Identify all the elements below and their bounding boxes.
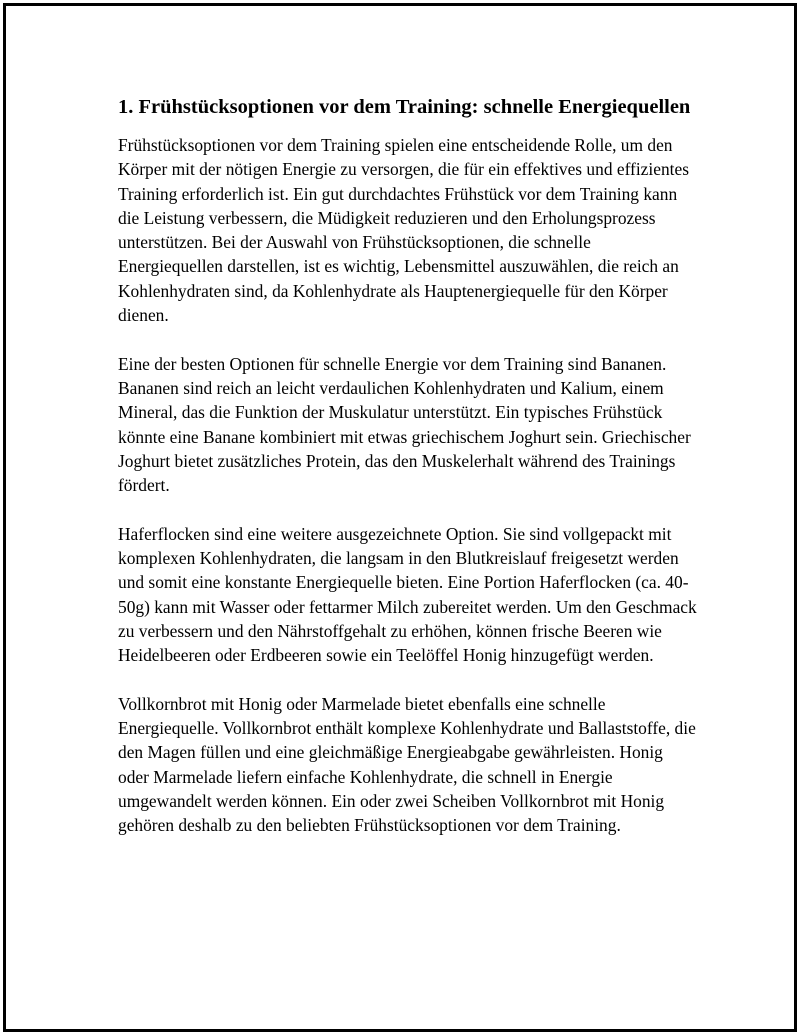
paragraph-vollkornbrot: Vollkornbrot mit Honig oder Marmelade bietet ebenfalls eine schnelle Energiequelle. Vollkornbrot enthält komplexe Kohlenhydrate und Ballaststoffe, die den Magen füllen und eine gleichmäßige Energieabgabe gewährleisten. Honig oder Marmelade liefern einfache Kohlenhydrate, die schnell in Energie umgewandelt werden können. Ein oder zwei Scheiben Vollkornbrot mit Honig gehören deshalb zu den beliebten Frühstücksoptionen vor dem Training. [118,693,696,836]
section-heading: 1. Frühstücksoptionen vor dem Training: schnelle Energiequellen [118,96,691,118]
paragraph-bananen: Eine der besten Optionen für schnelle Energie vor dem Training sind Bananen. Bananen sind reich an leicht verdaulichen Kohlenhydraten und Kalium, einem Mineral, das die Funktion der Muskulatur unterstützt. Ein typisches Frühstück könnte eine Banane kombiniert mit etwas griechischem Joghurt sein. Griechischer Joghurt bietet zusätzliches Protein, das den Muskelerhalt während des Trainings fördert. [118,353,691,496]
paragraph-haferflocken: Haferflocken sind eine weitere ausgezeichnete Option. Sie sind vollgepackt mit komplexen Kohlenhydraten, die langsam in den Blutkreislauf freigesetzt werden und somit eine konstante Energiequelle bieten. Eine Portion Haferflocken (ca. 40-50g) kann mit Wasser oder fettarmer Milch zubereitet werden. Um den Geschmack zu verbessern und den Nährstoffgehalt zu erhöhen, können frische Beeren wie Heidelbeeren oder Erdbeeren sowie ein Teelöffel Honig hinzugefügt werden. [118,523,697,666]
paragraph-intro: Frühstücksoptionen vor dem Training spielen eine entscheidende Rolle, um den Körper mit der nötigen Energie zu versorgen, die für ein effektives und effizientes Training erforderlich ist. Ein gut durchdachtes Frühstück vor dem Training kann die Leistung verbessern, die Müdigkeit reduzieren und den Erholungsprozess unterstützen. Bei der Auswahl von Frühstücksoptionen, die schnelle Energiequellen darstellen, ist es wichtig, Lebensmittel auszuwählen, die reich an Kohlenhydraten sind, da Kohlenhydrate als Hauptenergiequelle für den Körper dienen. [118,135,689,326]
document-body [118,94,698,862]
